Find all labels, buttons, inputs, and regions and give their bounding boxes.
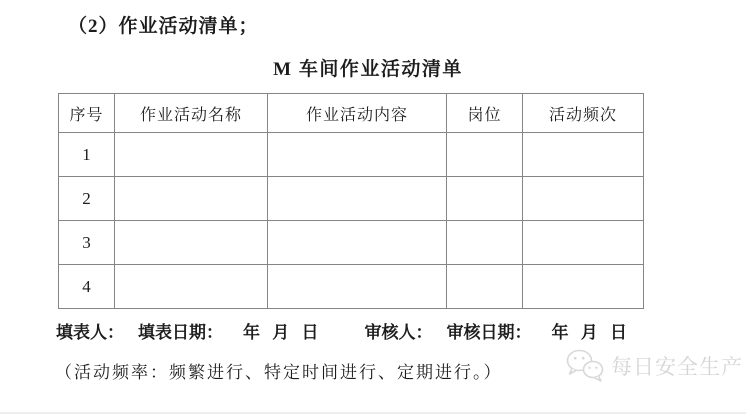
- cell-activity-content: [268, 177, 447, 221]
- review-date-label: 审核日期：: [446, 323, 532, 342]
- activity-table: [58, 93, 644, 309]
- cell-activity-name: [115, 133, 268, 177]
- frequency-note: （活动频率：频繁进行、特定时间进行、定期进行。）: [55, 363, 503, 382]
- cell-post: [447, 133, 523, 177]
- cell-post: [447, 265, 523, 309]
- cell-no: 3: [59, 221, 115, 265]
- review-date-value: 年 月 日: [551, 323, 627, 342]
- fill-date-label: 填表日期：: [138, 323, 223, 342]
- cell-post: [447, 177, 523, 221]
- cell-activity-name: [115, 265, 268, 309]
- cell-activity-name: [115, 177, 268, 221]
- cell-frequency: [523, 221, 644, 265]
- filler-label: 填表人：: [56, 323, 124, 342]
- col-header-activity-content: 作业活动内容: [268, 94, 447, 133]
- cell-activity-content: [268, 265, 447, 309]
- cell-activity-name: [115, 221, 268, 265]
- cell-activity-content: [268, 221, 447, 265]
- cell-no: 2: [59, 177, 115, 221]
- fill-date-value: 年 月 日: [243, 323, 319, 342]
- col-header-frequency: 活动频次: [523, 94, 644, 133]
- table-row: [59, 265, 644, 309]
- table-row: [59, 221, 644, 265]
- table-row: [59, 177, 644, 221]
- watermark: [565, 347, 743, 385]
- cell-no: 1: [59, 133, 115, 177]
- bottom-divider: [0, 412, 746, 414]
- cell-no: 4: [59, 265, 115, 309]
- cell-activity-content: [268, 133, 447, 177]
- section-heading: （2）作业活动清单；: [68, 16, 259, 37]
- signature-line: [56, 318, 716, 343]
- watermark-text: 每日安全生产: [611, 356, 743, 379]
- wechat-icon: [565, 347, 605, 385]
- cell-post: [447, 221, 523, 265]
- col-header-no: 序号: [59, 94, 115, 133]
- table-header-row: [59, 94, 644, 133]
- reviewer-label: 审核人：: [364, 323, 433, 342]
- col-header-post: 岗位: [447, 94, 523, 133]
- table-row: [59, 133, 644, 177]
- cell-frequency: [523, 265, 644, 309]
- table-title: M 车间作业活动清单: [273, 59, 463, 80]
- col-header-activity-name: 作业活动名称: [115, 94, 268, 133]
- cell-frequency: [523, 133, 644, 177]
- cell-frequency: [523, 177, 644, 221]
